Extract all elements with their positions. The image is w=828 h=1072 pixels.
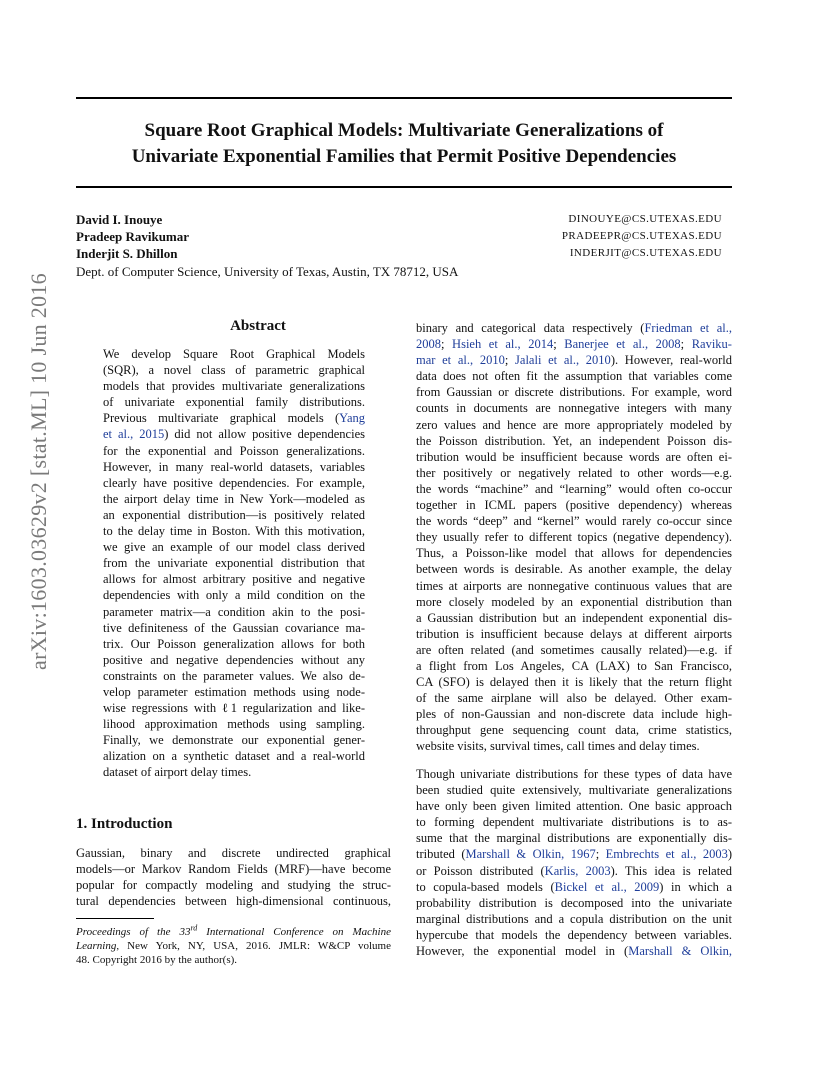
text-line: more closely modeled by an exponential distribution than xyxy=(416,594,732,609)
text-line: to forming dependent multivariate distributions is to as- xyxy=(416,815,732,830)
text-line: times at airports are nonnegative continuous values that are xyxy=(416,578,732,593)
text-line: counts in documents are nonnegative integers with many xyxy=(416,401,732,416)
author-row xyxy=(76,246,732,263)
author-name: Inderjit S. Dhillon xyxy=(76,246,178,261)
abstract-line: allows for almost arbitrary positive and negative xyxy=(103,572,365,587)
section-heading-introduction: 1. Introduction xyxy=(76,816,173,832)
abstract-line: However, in many real-world datasets, variables xyxy=(103,459,365,474)
paper-title xyxy=(76,118,732,170)
abstract-line: an exponential distribution—is positively related xyxy=(103,507,365,522)
abstract-line: for the exponential and Poisson generalizations. xyxy=(103,443,365,458)
abstract-body xyxy=(103,346,365,781)
author-email: PRADEEPR@CS.UTEXAS.EDU xyxy=(561,230,722,242)
abstract-line: tive definiteness of the Gaussian covariance ma- xyxy=(103,620,365,635)
text-line: to copula-based models (Bickel et al., 2009) in which a xyxy=(416,879,732,894)
text-line: of the same airplane will also be delayed. Other exam- xyxy=(416,691,732,706)
text-line: are often related (and sometimes causally related)—e.g. if xyxy=(416,642,732,657)
text-line: marginal distributions and a copula distribution on the unit xyxy=(416,911,732,926)
text-line: hypercube that models the dependency between variables. xyxy=(416,927,732,942)
footnote xyxy=(76,921,391,967)
abstract-line: We develop Square Root Graphical Models xyxy=(103,347,365,361)
bottom-rule xyxy=(76,186,732,188)
abstract-line: lihood approximation methods using sampling. xyxy=(103,717,365,732)
abstract-line: velop parameter estimation methods using node- xyxy=(103,684,365,699)
text-line: popular for compactly modeling and studying the struc- xyxy=(76,878,391,893)
title-line-1: Square Root Graphical Models: Multivariate Generalizations of xyxy=(144,120,664,141)
abstract-line: positive and negative dependencies without any xyxy=(103,652,365,667)
text-line: the words “deep” and “kernel” would rarely co-occur since xyxy=(416,514,732,529)
text-line: zero values and hence are more appropriately modeled by xyxy=(416,417,732,432)
text-line: tribution is insufficient because delays at different airports xyxy=(416,626,732,641)
text-line: models—or Markov Random Fields (MRF)—have become xyxy=(76,862,391,877)
text-line: have only been given limited attention. One basic approach xyxy=(416,799,732,814)
abstract-line: et al., 2015) did not allow positive dependencies xyxy=(103,427,365,442)
abstract-line: clearly have positive dependencies. For example, xyxy=(103,475,365,490)
text-line: Thus, a Poisson-like model that allows for dependencies xyxy=(416,546,732,561)
text-line: throughput gene sequencing count data, crime statistics, xyxy=(416,723,732,738)
top-rule xyxy=(76,97,732,99)
text-line: they usually refer to different topics (negative dependency). xyxy=(416,530,732,545)
text-line: ther positively or negatively related to other words—e.g. xyxy=(416,465,732,480)
abstract-line: (SQR), a novel class of parametric graphical xyxy=(103,363,365,378)
title-line-2: Univariate Exponential Families that Permit Positive Dependencies xyxy=(131,146,677,167)
text-line: been studied quite extensively, multivariate generalizations xyxy=(416,783,732,798)
text-line: from Gaussian or discrete distributions. For example, word xyxy=(416,385,732,400)
abstract-line: we give an example of our model class derived xyxy=(103,540,365,555)
author-row xyxy=(76,229,732,246)
text-line: the words “machine” and “learning” would often co-occur xyxy=(416,481,732,496)
abstract-line: of univariate exponential family distributions. xyxy=(103,395,365,410)
footnote-line: Learning, New York, NY, USA, 2016. JMLR: W&CP volume xyxy=(76,939,391,952)
text-line: sume that the marginal distributions are exponentially dis- xyxy=(416,831,732,846)
text-line: 2008; Hsieh et al., 2014; Banerjee et al., 2008; Raviku- xyxy=(416,337,732,352)
text-line: CA (SFO) is delayed then it is likely that the return flight xyxy=(416,675,732,690)
text-line: a Gaussian distribution but an independent exponential dis- xyxy=(416,610,732,625)
abstract-line: alization on a synthetic dataset and a real-world xyxy=(103,749,365,764)
introduction-text xyxy=(76,845,391,909)
abstract-line: Finally, we demonstrate our exponential gener- xyxy=(103,733,365,748)
author-row xyxy=(76,212,732,229)
abstract-line: models that provides multivariate generalizations xyxy=(103,379,365,394)
abstract-line: to the delay time in Boston. With this motivation, xyxy=(103,524,365,539)
abstract-line: the airport delay time in New York—modeled as xyxy=(103,491,365,506)
author-name: Pradeep Ravikumar xyxy=(76,229,190,244)
abstract-line: dependencies with only a mild condition on the xyxy=(103,588,365,603)
author-email: INDERJIT@CS.UTEXAS.EDU xyxy=(569,247,722,259)
text-line: together in ICML papers (positive dependency) whereas xyxy=(416,498,732,513)
abstract-line: parameter matrix—a condition akin to the posi- xyxy=(103,604,365,619)
author-list xyxy=(76,212,732,263)
text-line: a flight from Los Angeles, CA (LAX) to San Francisco, xyxy=(416,658,732,673)
text-line: the Poisson distribution. Yet, an independent Poisson dis- xyxy=(416,433,732,448)
text-line: tural dependencies between high-dimensional continuous, xyxy=(76,894,391,909)
abstract-line: constraints on the parameter values. We also de- xyxy=(103,668,365,683)
footnote-line: 48. Copyright 2016 by the author(s). xyxy=(76,954,238,967)
text-line: binary and categorical data respectively (Friedman et al., xyxy=(416,321,732,335)
text-line: However, the exponential model in (Marshall & Olkin, xyxy=(416,944,732,959)
text-line: tribution would be insufficient because words are often ei- xyxy=(416,449,732,464)
abstract-line: dataset of airport delay times. xyxy=(103,765,252,780)
text-line: mar et al., 2010; Jalali et al., 2010). However, real-world xyxy=(416,353,732,368)
affiliation: Dept. of Computer Science, University of Texas, Austin, TX 78712, USA xyxy=(76,264,459,279)
author-email: DINOUYE@CS.UTEXAS.EDU xyxy=(568,213,722,225)
right-column-paragraph-2 xyxy=(416,766,732,959)
text-line: data does not often fit the assumption that variables come xyxy=(416,369,732,384)
author-name: David I. Inouye xyxy=(76,212,163,227)
abstract-line: from the univariate exponential distribution that xyxy=(103,556,365,571)
abstract-line: trix. Our Poisson generalization allows for both xyxy=(103,636,365,651)
text-line: Gaussian, binary and discrete undirected graphical xyxy=(76,846,391,860)
arxiv-identifier: arXiv:1603.03629v2 [stat.ML] 10 Jun 2016 xyxy=(26,273,51,670)
text-line: ples of non-Gaussian and non-discrete data include high- xyxy=(416,707,732,722)
text-line: website visits, survival times, call times and delay times. xyxy=(416,739,700,754)
right-column-paragraph-1 xyxy=(416,320,732,755)
text-line: or Poisson distributed (Karlis, 2003). This idea is related xyxy=(416,863,732,878)
text-line: between words is desirable. As another example, the delay xyxy=(416,562,732,577)
abstract-heading: Abstract xyxy=(230,318,286,334)
abstract-line: Previous multivariate graphical models (Yang xyxy=(103,411,365,426)
footnote-line: Proceedings of the 33rd International Conference on Machine xyxy=(76,923,391,938)
text-line: probability distribution is decomposed into the univariate xyxy=(416,895,732,910)
text-line: tributed (Marshall & Olkin, 1967; Embrechts et al., 2003) xyxy=(416,847,732,862)
footnote-rule xyxy=(76,918,154,919)
abstract-line: wise regressions with ℓ1 regularization and like- xyxy=(103,701,365,716)
text-line: Though univariate distributions for these types of data have xyxy=(416,767,732,781)
